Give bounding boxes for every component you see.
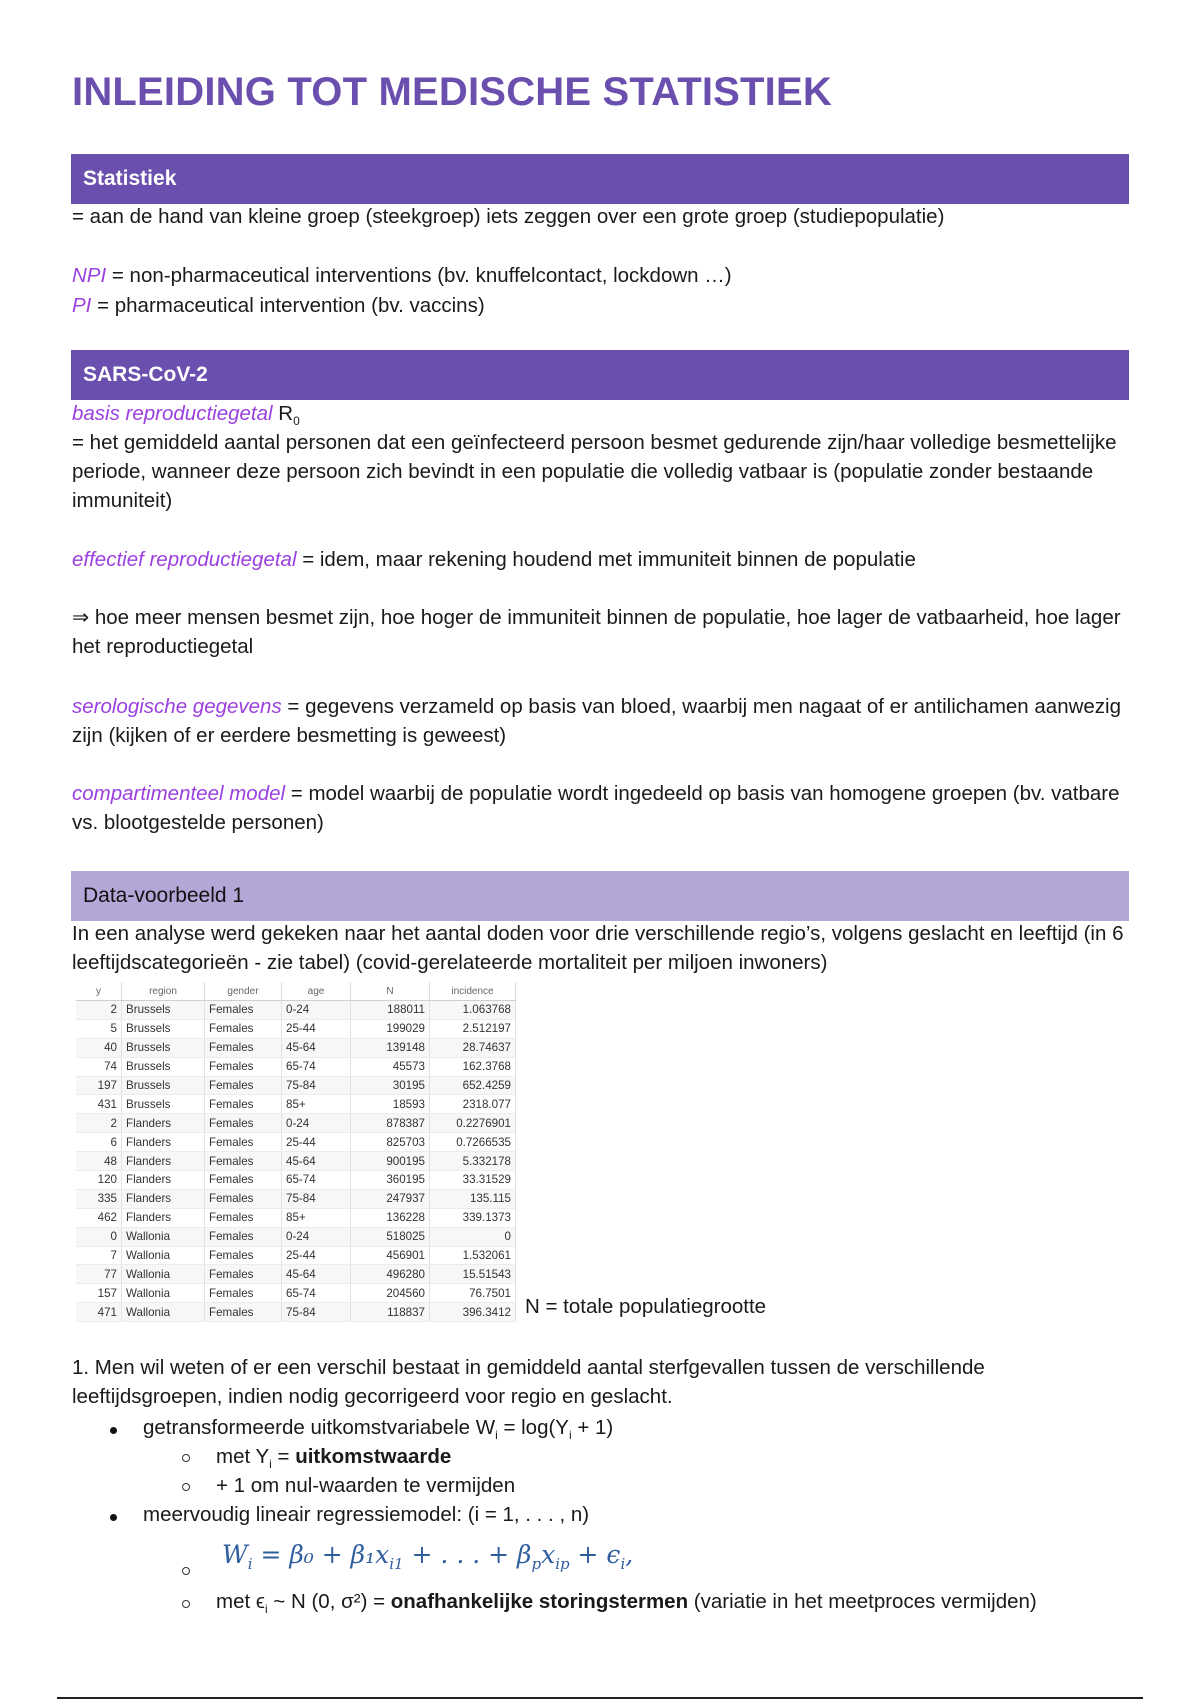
table-cell: 74 bbox=[76, 1057, 122, 1076]
table-cell: Females bbox=[205, 1189, 282, 1208]
table-cell: Flanders bbox=[122, 1189, 205, 1208]
table-cell: 85+ bbox=[282, 1095, 351, 1114]
table-cell: 139148 bbox=[351, 1038, 430, 1057]
bullet-dot bbox=[110, 1514, 117, 1521]
table-cell: 48 bbox=[76, 1152, 122, 1171]
table-cell: Females bbox=[205, 1246, 282, 1265]
table-cell: 825703 bbox=[351, 1133, 430, 1152]
table-cell: 45-64 bbox=[282, 1152, 351, 1171]
sub-bullet-circle bbox=[182, 1600, 190, 1608]
table-cell: Females bbox=[205, 1284, 282, 1303]
table-cell: 0-24 bbox=[282, 1227, 351, 1246]
effective-r-term: effectief reproductiegetal bbox=[72, 548, 297, 571]
table-cell: Flanders bbox=[122, 1133, 205, 1152]
table-row bbox=[76, 1303, 516, 1322]
data-table bbox=[76, 982, 516, 1322]
table-cell: 2 bbox=[76, 1001, 122, 1020]
table-cell: 18593 bbox=[351, 1095, 430, 1114]
serology-term: serologische gegevens bbox=[72, 695, 282, 718]
table-cell: 65-74 bbox=[282, 1284, 351, 1303]
table-cell: 396.3412 bbox=[430, 1303, 516, 1322]
npi-term: NPI bbox=[72, 264, 107, 287]
table-cell: 85+ bbox=[282, 1208, 351, 1227]
table-cell: Females bbox=[205, 1265, 282, 1284]
table-cell: Flanders bbox=[122, 1114, 205, 1133]
table-cell: 28.74637 bbox=[430, 1038, 516, 1057]
section-header-sars: SARS-CoV-2 bbox=[71, 350, 1129, 400]
table-cell: 0-24 bbox=[282, 1001, 351, 1020]
table-cell: 518025 bbox=[351, 1227, 430, 1246]
table-cell: Wallonia bbox=[122, 1227, 205, 1246]
sub2b-pre: met ϵ bbox=[216, 1590, 265, 1613]
table-cell: 1.532061 bbox=[430, 1246, 516, 1265]
bullet1-sub2: i bbox=[568, 1428, 572, 1443]
table-cell: 25-44 bbox=[282, 1019, 351, 1038]
table-cell: 878387 bbox=[351, 1114, 430, 1133]
table-cell: 360195 bbox=[351, 1171, 430, 1190]
table-cell: 471 bbox=[76, 1303, 122, 1322]
table-cell: Brussels bbox=[122, 1001, 205, 1020]
table-cell: Brussels bbox=[122, 1038, 205, 1057]
table-cell: 2 bbox=[76, 1114, 122, 1133]
page-title: INLEIDING TOT MEDISCHE STATISTIEK bbox=[72, 70, 832, 114]
sub-bullet-circle bbox=[182, 1483, 190, 1491]
table-cell: 335 bbox=[76, 1189, 122, 1208]
table-row bbox=[76, 1265, 516, 1284]
r0-definition: = het gemiddeld aantal personen dat een geïnfecteerd persoon besmet gedurende zijn/haar volledige besmettelijke periode, wanneer deze persoon zich bevindt in een populatie die volledig vatbaar is (populatie zonder bestaande immuniteit) bbox=[72, 431, 1117, 512]
table-cell: 0.2276901 bbox=[430, 1114, 516, 1133]
table-row bbox=[76, 1284, 516, 1303]
col-header: gender bbox=[205, 982, 282, 1001]
table-header-row bbox=[76, 982, 516, 1001]
table-cell: Females bbox=[205, 1001, 282, 1020]
table-cell: 157 bbox=[76, 1284, 122, 1303]
r0-term: basis reproductiegetal bbox=[72, 402, 273, 425]
table-cell: 339.1373 bbox=[430, 1208, 516, 1227]
table-cell: 40 bbox=[76, 1038, 122, 1057]
table-cell: 135.115 bbox=[430, 1189, 516, 1208]
table-cell: Females bbox=[205, 1303, 282, 1322]
data1-intro: In een analyse werd gekeken naar het aantal doden voor drie verschillende regio’s, volgens geslacht en leeftijd (in 6 leeftijdscategorieën - zie tabel) (covid-gerelateerde mortaliteit per miljoen inwoners) bbox=[72, 922, 1124, 974]
table-cell: 25-44 bbox=[282, 1133, 351, 1152]
table-row bbox=[76, 1019, 516, 1038]
table-cell: Flanders bbox=[122, 1208, 205, 1227]
table-row bbox=[76, 1114, 516, 1133]
table-cell: Brussels bbox=[122, 1019, 205, 1038]
table-cell: 136228 bbox=[351, 1208, 430, 1227]
table-cell: 0 bbox=[76, 1227, 122, 1246]
formula-w: W bbox=[222, 1540, 248, 1569]
compartment-term: compartimenteel model bbox=[72, 782, 286, 805]
table-cell: Females bbox=[205, 1095, 282, 1114]
section-header-data1: Data-voorbeeld 1 bbox=[71, 871, 1129, 921]
table-row bbox=[76, 1189, 516, 1208]
table-row bbox=[76, 1076, 516, 1095]
table-cell: 5.332178 bbox=[430, 1152, 516, 1171]
table-cell: 900195 bbox=[351, 1152, 430, 1171]
effective-r-text: = idem, maar rekening houdend met immuniteit binnen de populatie bbox=[296, 548, 916, 571]
table-row bbox=[76, 1152, 516, 1171]
table-cell: Females bbox=[205, 1057, 282, 1076]
formula-end: , bbox=[625, 1540, 634, 1569]
sub-bullet-circle bbox=[182, 1454, 190, 1462]
table-cell: Brussels bbox=[122, 1095, 205, 1114]
col-header: age bbox=[282, 982, 351, 1001]
table-cell: 0-24 bbox=[282, 1114, 351, 1133]
table-note: N = totale populatiegrootte bbox=[525, 1295, 767, 1318]
pi-term: PI bbox=[72, 294, 92, 317]
table-cell: 33.31529 bbox=[430, 1171, 516, 1190]
table-cell: 76.7501 bbox=[430, 1284, 516, 1303]
question-1: 1. Men wil weten of er een verschil bestaat in gemiddeld aantal sterfgevallen tussen de verschillende leeftijdsgroepen, indien nodig gecorrigeerd voor regio en geslacht. bbox=[72, 1356, 985, 1408]
table-cell: 204560 bbox=[351, 1284, 430, 1303]
sub1a-sub: i bbox=[269, 1457, 272, 1472]
formula-part1: = β₀ + β₁x bbox=[252, 1540, 390, 1569]
table-cell: 75-84 bbox=[282, 1189, 351, 1208]
table-row bbox=[76, 1001, 516, 1020]
table-cell: 197 bbox=[76, 1076, 122, 1095]
formula-part2: + . . . + β bbox=[403, 1540, 532, 1569]
pi-text: = pharmaceutical intervention (bv. vaccins) bbox=[91, 294, 485, 317]
table-cell: 65-74 bbox=[282, 1171, 351, 1190]
formula-part3: x bbox=[541, 1540, 556, 1569]
table-cell: 7 bbox=[76, 1246, 122, 1265]
arrow-conclusion: ⇒ hoe meer mensen besmet zijn, hoe hoger de immuniteit binnen de populatie, hoe lager de vatbaarheid, hoe lager het reproductiegetal bbox=[72, 606, 1121, 658]
table-row bbox=[76, 1246, 516, 1265]
bullet1-sub: i bbox=[495, 1428, 498, 1443]
table-cell: 5 bbox=[76, 1019, 122, 1038]
table-cell: Females bbox=[205, 1171, 282, 1190]
r0-subscript: 0 bbox=[293, 414, 300, 429]
table-row bbox=[76, 1038, 516, 1057]
table-row bbox=[76, 1057, 516, 1076]
table-cell: Wallonia bbox=[122, 1246, 205, 1265]
sub2b-rest: (variatie in het meetproces vermijden) bbox=[688, 1590, 1037, 1613]
table-cell: 65-74 bbox=[282, 1057, 351, 1076]
table-row bbox=[76, 1133, 516, 1152]
table-cell: 25-44 bbox=[282, 1246, 351, 1265]
table-cell: Brussels bbox=[122, 1057, 205, 1076]
table-cell: 45-64 bbox=[282, 1265, 351, 1284]
table-row bbox=[76, 1208, 516, 1227]
table-cell: Flanders bbox=[122, 1152, 205, 1171]
npi-line bbox=[72, 261, 1134, 290]
r0-symbol: R bbox=[278, 402, 294, 425]
bullet-dot bbox=[110, 1427, 117, 1434]
table-cell: 496280 bbox=[351, 1265, 430, 1284]
sub-bullet-error-terms: met $\epsilon_i$ ~ N (0, σ²) = onafhankelijke storingstermen (variatie in het meetproces vermijden) bbox=[216, 1590, 1037, 1617]
table-row bbox=[76, 1171, 516, 1190]
table-cell: Flanders bbox=[122, 1171, 205, 1190]
statistiek-definition: = aan de hand van kleine groep (steekgroep) iets zeggen over een grote groep (studiepopulatie) bbox=[72, 205, 945, 228]
bullet1-end: + 1) bbox=[571, 1416, 614, 1439]
table-cell: 75-84 bbox=[282, 1303, 351, 1322]
table-cell: 15.51543 bbox=[430, 1265, 516, 1284]
npi-text: = non-pharmaceutical interventions (bv. knuffelcontact, lockdown …) bbox=[106, 264, 732, 287]
sub1a-mid: = bbox=[271, 1445, 296, 1468]
serology-line bbox=[72, 692, 1134, 750]
table-cell: 120 bbox=[76, 1171, 122, 1190]
section-header-statistiek: Statistiek bbox=[71, 154, 1129, 204]
table-cell: 2.512197 bbox=[430, 1019, 516, 1038]
bullet-regression-model: meervoudig lineair regressiemodel: (i = 1, . . . , n) bbox=[143, 1503, 590, 1526]
table-cell: Females bbox=[205, 1208, 282, 1227]
regression-formula: $W_i = \beta_0 + \beta_1x_{i1}$ + . . . + $\beta_px_{ip} + \epsilon_i$, bbox=[222, 1540, 634, 1573]
table-cell: Females bbox=[205, 1152, 282, 1171]
table-cell: 162.3768 bbox=[430, 1057, 516, 1076]
table-cell: 45-64 bbox=[282, 1038, 351, 1057]
table-cell: 652.4259 bbox=[430, 1076, 516, 1095]
table-cell: 6 bbox=[76, 1133, 122, 1152]
compartment-line bbox=[72, 779, 1134, 837]
table-cell: Females bbox=[205, 1227, 282, 1246]
table-cell: 1.063768 bbox=[430, 1001, 516, 1020]
table-cell: 199029 bbox=[351, 1019, 430, 1038]
table-cell: 0 bbox=[430, 1227, 516, 1246]
effective-r-line bbox=[72, 545, 1134, 574]
formula-part4: + ϵ bbox=[569, 1540, 621, 1569]
bullet1-rest: = log(Y bbox=[497, 1416, 569, 1439]
col-header: y bbox=[76, 982, 122, 1001]
table-cell: Females bbox=[205, 1019, 282, 1038]
table-cell: Brussels bbox=[122, 1076, 205, 1095]
sub2b-bold: onafhankelijke storingstermen bbox=[390, 1590, 689, 1613]
col-header: region bbox=[122, 982, 205, 1001]
table-cell: 247937 bbox=[351, 1189, 430, 1208]
table-cell: 30195 bbox=[351, 1076, 430, 1095]
footer-rule bbox=[57, 1697, 1143, 1699]
table-cell: Wallonia bbox=[122, 1265, 205, 1284]
table-cell: 456901 bbox=[351, 1246, 430, 1265]
table-cell: 75-84 bbox=[282, 1076, 351, 1095]
compartment-text: = model waarbij de populatie wordt ingedeeld op basis van homogene groepen (bv. vatbare vs. blootgestelde personen) bbox=[72, 782, 1120, 834]
table-cell: Wallonia bbox=[122, 1284, 205, 1303]
table-cell: Females bbox=[205, 1076, 282, 1095]
table-cell: 188011 bbox=[351, 1001, 430, 1020]
table-cell: 118837 bbox=[351, 1303, 430, 1322]
table-cell: Females bbox=[205, 1133, 282, 1152]
table-cell: 77 bbox=[76, 1265, 122, 1284]
col-header: incidence bbox=[430, 982, 516, 1001]
bullet1-text: getransformeerde uitkomstvariabele W bbox=[143, 1416, 496, 1439]
table-cell: 2318.077 bbox=[430, 1095, 516, 1114]
table-cell: 45573 bbox=[351, 1057, 430, 1076]
sub1a-pre: met Y bbox=[216, 1445, 270, 1468]
pi-line bbox=[72, 291, 1134, 320]
sub-bullet-plus-one: + 1 om nul-waarden te vermijden bbox=[216, 1474, 516, 1497]
table-row bbox=[76, 1095, 516, 1114]
table-cell: Females bbox=[205, 1114, 282, 1133]
col-header: N bbox=[351, 982, 430, 1001]
sub1a-bold: uitkomstwaarde bbox=[295, 1445, 452, 1468]
table-cell: 431 bbox=[76, 1095, 122, 1114]
sub-bullet-circle bbox=[182, 1567, 190, 1575]
serology-text: = gegevens verzameld op basis van bloed, waarbij men nagaat of er antilichamen aanwezig zijn (kijken of er eerdere besmetting is geweest) bbox=[72, 695, 1122, 747]
table-cell: 0.7266535 bbox=[430, 1133, 516, 1152]
table-cell: 462 bbox=[76, 1208, 122, 1227]
table-row bbox=[76, 1227, 516, 1246]
sub2b-dist: ~ N (0, σ²) = bbox=[267, 1590, 391, 1613]
table-cell: Wallonia bbox=[122, 1303, 205, 1322]
table-cell: Females bbox=[205, 1038, 282, 1057]
